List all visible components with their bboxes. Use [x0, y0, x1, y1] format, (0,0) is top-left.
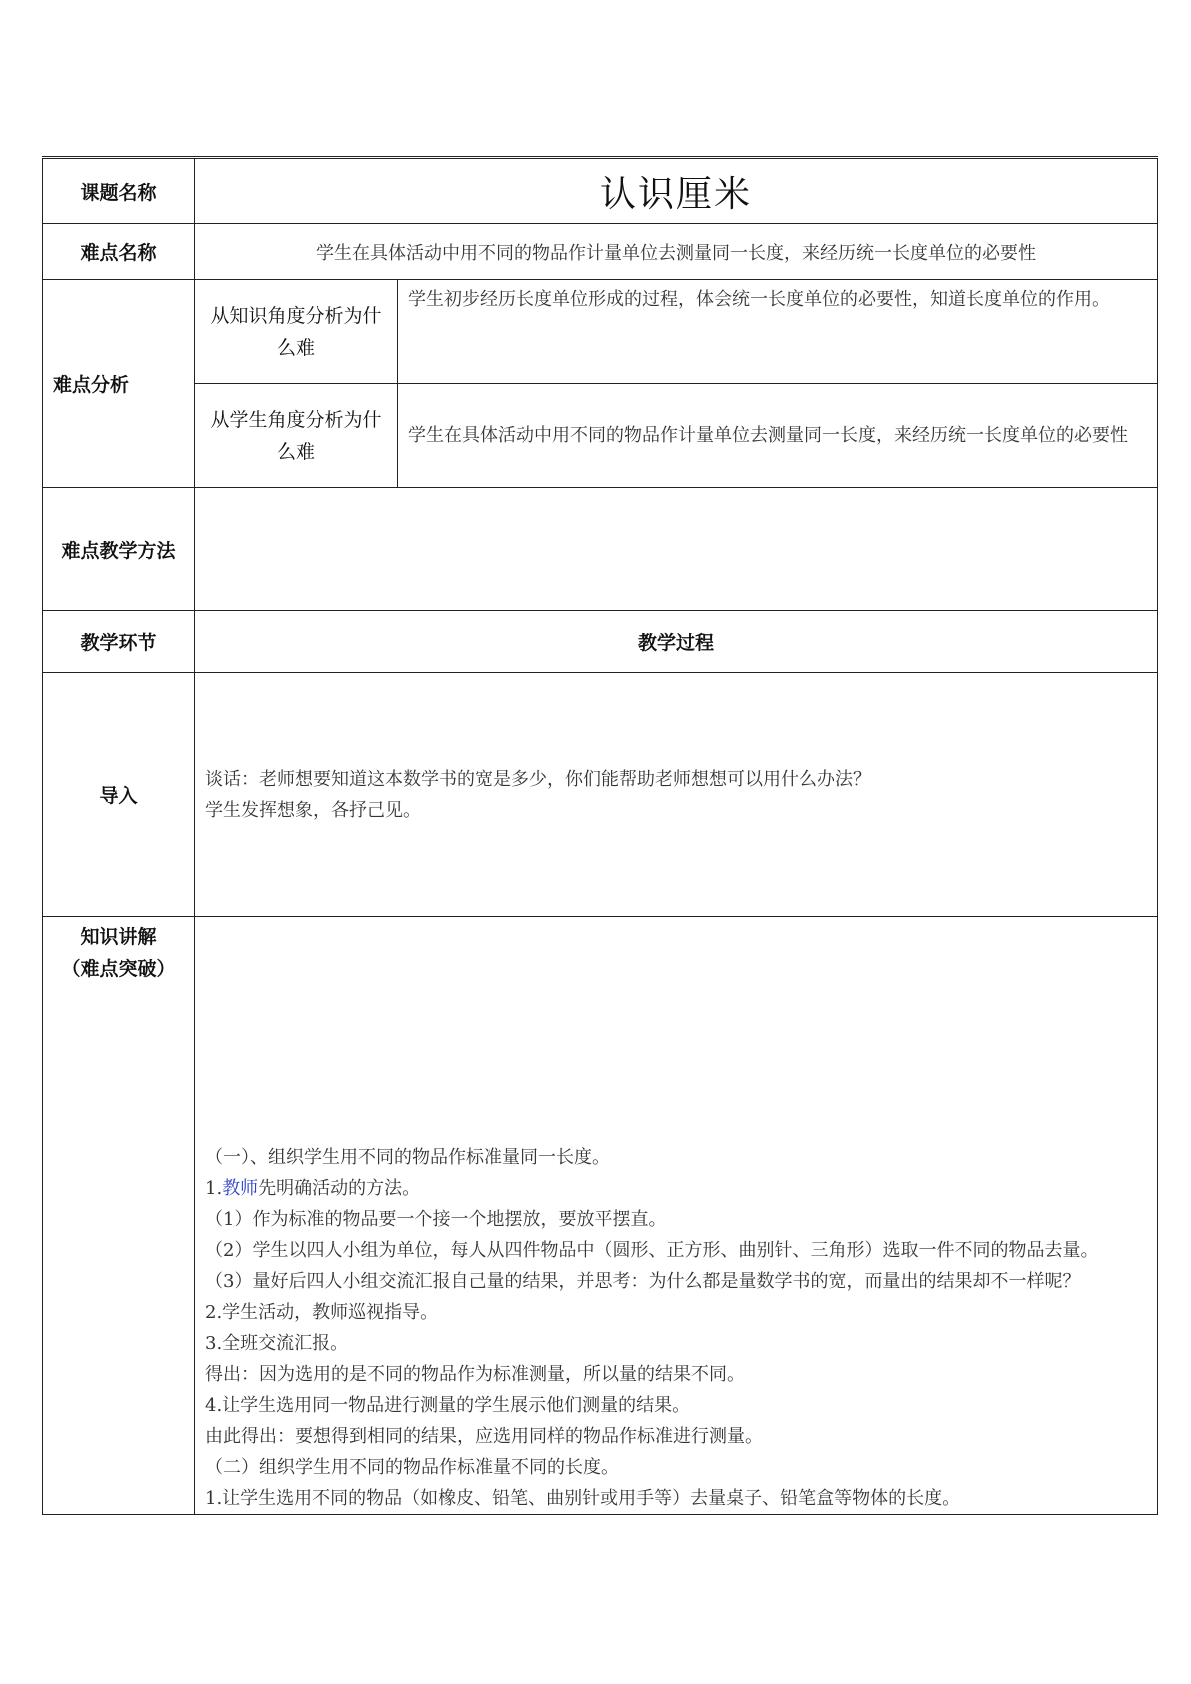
- knowledge-line-prefix: 1.: [205, 1178, 223, 1199]
- knowledge-line: （一）、组织学生用不同的物品作标准量同一长度。: [205, 1147, 610, 1168]
- student-angle-row: [43, 384, 1158, 488]
- knowledge-line: 2.学生活动，教师巡视指导。: [205, 1302, 439, 1323]
- knowledge-line: （3）量好后四人小组交流汇报自己量的结果，并思考：为什么都是量数学书的宽，而量出的结果却不一样呢？: [205, 1271, 1081, 1292]
- knowledge-line-rest: 先明确活动的方法。: [258, 1178, 421, 1199]
- analysis-label: 难点分析: [43, 280, 195, 488]
- method-text: [195, 488, 1158, 611]
- student-angle-text: 学生在具体活动中用不同的物品作计量单位去测量同一长度，来经历统一长度单位的必要性: [398, 384, 1158, 488]
- knowledge-row: [43, 917, 1158, 1515]
- knowledge-content: [195, 917, 1158, 1515]
- knowledge-line: 4.让学生选用同一物品进行测量的学生展示他们测量的结果。: [205, 1395, 691, 1416]
- knowledge-line: 由此得出：要想得到相同的结果，应选用同样的物品作标准进行测量。: [205, 1426, 763, 1447]
- stage-header-row: [43, 611, 1158, 673]
- course-label: 课题名称: [43, 158, 195, 224]
- difficulty-label: 难点名称: [43, 224, 195, 280]
- knowledge-line: 1.让学生选用不同的物品（如橡皮、铅笔、曲别针或用手等）去量桌子、铅笔盒等物体的长度。: [205, 1488, 961, 1509]
- student-angle-label: 从学生角度分析为什么难: [195, 384, 398, 488]
- knowledge-line: （二）组织学生用不同的物品作标准量不同的长度。: [205, 1457, 619, 1478]
- knowledge-angle-row: [43, 280, 1158, 384]
- difficulty-text: 学生在具体活动中用不同的物品作计量单位去测量同一长度，来经历统一长度单位的必要性: [195, 224, 1158, 280]
- intro-label: 导入: [43, 673, 195, 917]
- course-title: 认识厘米: [195, 158, 1158, 224]
- intro-row: [43, 673, 1158, 917]
- knowledge-angle-text: 学生初步经历长度单位形成的过程，体会统一长度单位的必要性，知道长度单位的作用。: [398, 280, 1158, 384]
- knowledge-line: 3.全班交流汇报。: [205, 1333, 349, 1354]
- lesson-plan-table: [42, 156, 1158, 1515]
- stage-label: 教学环节: [43, 611, 195, 673]
- knowledge-angle-label: 从知识角度分析为什么难: [195, 280, 398, 384]
- knowledge-line: 得出：因为选用的是不同的物品作为标准测量，所以量的结果不同。: [205, 1364, 745, 1385]
- intro-content: [195, 673, 1158, 917]
- knowledge-line: （1）作为标准的物品要一个接一个地摆放，要放平摆直。: [205, 1209, 667, 1230]
- knowledge-label-sub: （难点突破）: [61, 958, 176, 980]
- knowledge-line: （2）学生以四人小组为单位，每人从四件物品中（圆形、正方形、曲别针、三角形）选取一件不同的物品去量。: [205, 1240, 1099, 1261]
- intro-line: 谈话：老师想要知道这本数学书的宽是多少，你们能帮助老师想想可以用什么办法？: [205, 768, 871, 790]
- method-label: 难点教学方法: [43, 488, 195, 611]
- method-row: [43, 488, 1158, 611]
- knowledge-label-cell: [43, 917, 195, 1515]
- course-row: [43, 158, 1158, 224]
- intro-line: 学生发挥想象，各抒己见。: [205, 799, 421, 821]
- process-label: 教学过程: [195, 611, 1158, 673]
- difficulty-row: [43, 224, 1158, 280]
- knowledge-line: [205, 1173, 1147, 1204]
- knowledge-label: 知识讲解: [80, 926, 157, 948]
- teacher-link: 教师: [222, 1178, 259, 1199]
- lesson-plan-sheet: [42, 156, 1157, 1515]
